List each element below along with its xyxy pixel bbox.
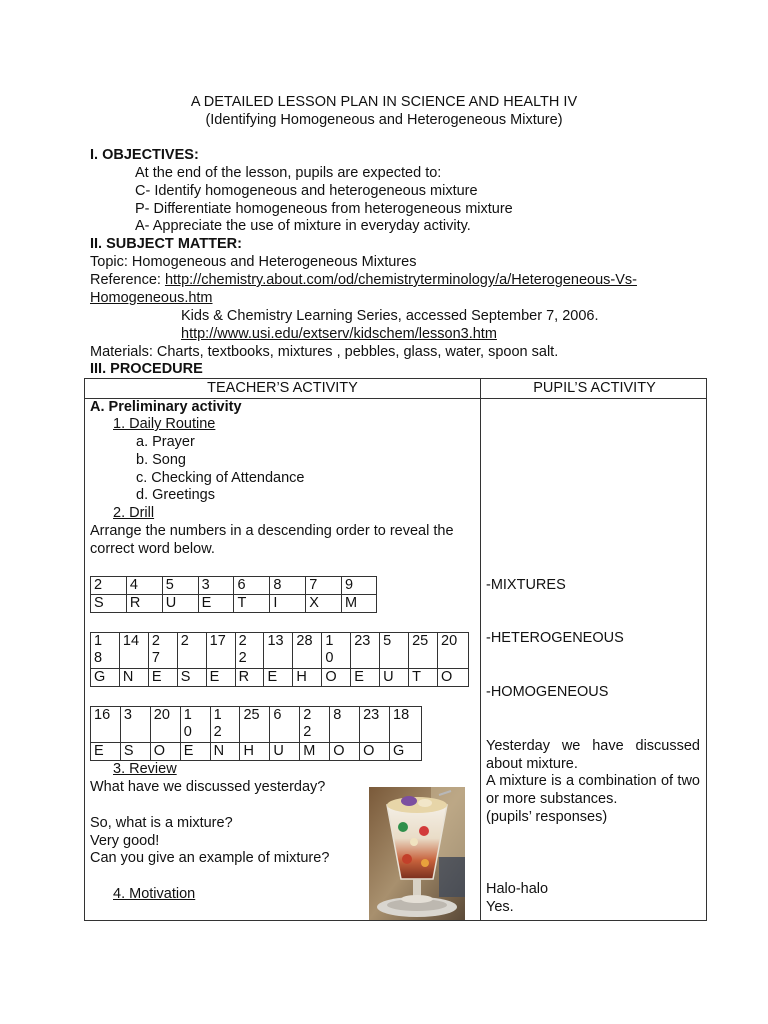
puzzle-number-cell: 2 [177,633,206,669]
motivation-heading: 4. Motivation [113,886,196,902]
puzzle-letter-cell: U [162,595,198,613]
puzzle-number-cell: 28 [293,633,322,669]
puzzle-table-heterogeneous [90,632,469,687]
halo-halo-dessert-icon [369,787,465,920]
puzzle-numbers-row [91,577,377,595]
subject-matter-heading: II. SUBJECT MATTER: [90,236,242,252]
objectives-heading: I. OBJECTIVES: [90,147,199,163]
routine-greetings: d. Greetings [136,487,215,503]
objective-cognitive: C- Identify homogeneous and heterogeneous mixture [135,183,478,199]
puzzle-letter-cell: E [206,669,235,687]
puzzle-letter-cell: R [126,595,162,613]
puzzle-number-cell: 8 [330,707,360,743]
drill-instruction-1: Arrange the numbers in a descending order to reveal the [90,523,454,539]
puzzle-letter-cell: H [240,743,270,761]
pupil-answer-mixtures: -MIXTURES [486,577,566,593]
pupil-answer-review: Yesterday we have discussed about mixture. [486,738,700,772]
reference-link-chemistry-cont[interactable]: Homogeneous.htm [90,290,213,306]
puzzle-letter-cell: H [293,669,322,687]
puzzle-number-cell: 1 0 [180,707,210,743]
puzzle-letter-cell: M [300,743,330,761]
pupil-activity-header: PUPIL’S ACTIVITY [533,380,656,396]
puzzle-letter-cell: O [330,743,360,761]
teacher-activity-header: TEACHER’S ACTIVITY [207,380,358,396]
puzzle-number-cell: 6 [234,577,270,595]
puzzle-letter-cell: E [351,669,380,687]
puzzle-letter-cell: N [210,743,240,761]
drill-instruction-2: correct word below. [90,541,215,557]
puzzle-number-cell: 4 [126,577,162,595]
puzzle-table-mixtures [90,576,377,613]
example-question: Can you give an example of mixture? [90,850,330,866]
document-subtitle: (Identifying Homogeneous and Heterogeneous Mixture) [205,112,563,128]
puzzle-letter-cell: R [235,669,264,687]
pupil-responses: (pupils’ responses) [486,809,608,825]
routine-attendance: c. Checking of Attendance [136,470,305,486]
puzzle-letter-cell: E [198,595,234,613]
puzzle-numbers-row [91,633,469,669]
puzzle-number-cell: 2 2 [300,707,330,743]
puzzle-number-cell: 7 [306,577,342,595]
preliminary-activity-heading: A. Preliminary activity [90,399,242,415]
puzzle-number-cell: 20 [150,707,180,743]
puzzle-letter-cell: O [150,743,180,761]
puzzle-letter-cell: E [264,669,293,687]
puzzle-letter-cell: N [119,669,148,687]
puzzle-letters-row [91,743,422,761]
puzzle-table-homogeneous [90,706,422,761]
pupil-answer-halo-halo: Halo-halo [486,881,549,897]
puzzle-number-cell: 2 2 [235,633,264,669]
puzzle-letter-cell: E [180,743,210,761]
daily-routine-heading: 1. Daily Routine [113,416,216,432]
puzzle-letter-cell: G [390,743,422,761]
puzzle-number-cell: 9 [342,577,377,595]
puzzle-number-cell: 1 2 [210,707,240,743]
objective-affective: A- Appreciate the use of mixture in everyday activity. [135,218,471,234]
puzzle-number-cell: 25 [240,707,270,743]
routine-prayer: a. Prayer [136,434,195,450]
puzzle-letter-cell: O [322,669,351,687]
puzzle-letter-cell: O [438,669,469,687]
puzzle-number-cell: 1 0 [322,633,351,669]
halo-halo-photo [369,787,465,920]
reference-label: Reference: [90,272,165,288]
document-title: A DETAILED LESSON PLAN IN SCIENCE AND HEALTH IV [190,94,578,110]
procedure-heading: III. PROCEDURE [90,361,203,377]
puzzle-letter-cell: S [120,743,150,761]
objective-psychomotor: P- Differentiate homogeneous from heterogeneous mixture [135,201,513,217]
puzzle-number-cell: 3 [120,707,150,743]
topic-line: Topic: Homogeneous and Heterogeneous Mixtures [90,254,417,270]
puzzle-number-cell: 13 [264,633,293,669]
puzzle-letter-cell: G [91,669,120,687]
reference-link-usi[interactable]: http://www.usi.edu/extserv/kidschem/lesson3.htm [181,326,497,342]
drill-heading: 2. Drill [113,505,155,521]
puzzle-letter-cell: M [342,595,377,613]
reference-kids-chemistry: Kids & Chemistry Learning Series, accessed September 7, 2006. [181,308,599,324]
puzzle-number-cell: 6 [270,707,300,743]
puzzle-number-cell: 2 7 [148,633,177,669]
mixture-question: So, what is a mixture? [90,815,233,831]
puzzle-letter-cell: O [360,743,390,761]
puzzle-number-cell: 8 [270,577,306,595]
puzzle-number-cell: 18 [390,707,422,743]
pupil-answer-homogeneous: -HOMOGENEOUS [486,684,609,700]
puzzle-letter-cell: S [177,669,206,687]
puzzle-number-cell: 5 [380,633,409,669]
puzzle-number-cell: 2 [91,577,127,595]
puzzle-letter-cell: E [148,669,177,687]
pupil-answer-heterogeneous: -HETEROGENEOUS [486,630,624,646]
puzzle-letters-row [91,669,469,687]
puzzle-number-cell: 3 [198,577,234,595]
routine-song: b. Song [136,452,186,468]
puzzle-number-cell: 25 [409,633,438,669]
pupil-answer-yes: Yes. [486,899,514,915]
puzzle-letter-cell: S [91,595,127,613]
puzzle-number-cell: 23 [351,633,380,669]
review-heading: 3. Review [113,761,177,777]
puzzle-number-cell: 14 [119,633,148,669]
puzzle-number-cell: 20 [438,633,469,669]
reference-line [90,272,637,290]
review-question: What have we discussed yesterday? [90,779,326,795]
puzzle-letter-cell: X [306,595,342,613]
objectives-intro: At the end of the lesson, pupils are expected to: [135,165,442,181]
puzzle-letter-cell: T [409,669,438,687]
puzzle-number-cell: 16 [91,707,121,743]
puzzle-letters-row [91,595,377,613]
puzzle-number-cell: 23 [360,707,390,743]
puzzle-numbers-row [91,707,422,743]
materials-line: Materials: Charts, textbooks, mixtures , pebbles, glass, water, spoon salt. [90,344,559,360]
table-column-divider [480,379,481,920]
puzzle-letter-cell: U [380,669,409,687]
puzzle-number-cell: 1 8 [91,633,120,669]
puzzle-number-cell: 5 [162,577,198,595]
reference-link-chemistry[interactable]: http://chemistry.about.com/od/chemistryterminology/a/Heterogeneous-Vs- [164,272,637,288]
puzzle-letter-cell: U [270,743,300,761]
puzzle-number-cell: 17 [206,633,235,669]
puzzle-letter-cell: I [270,595,306,613]
puzzle-letter-cell: T [234,595,270,613]
puzzle-letter-cell: E [91,743,121,761]
pupil-answer-mixture-definition: A mixture is a combination of two or more substances. [486,773,700,807]
very-good-text: Very good! [90,833,160,849]
